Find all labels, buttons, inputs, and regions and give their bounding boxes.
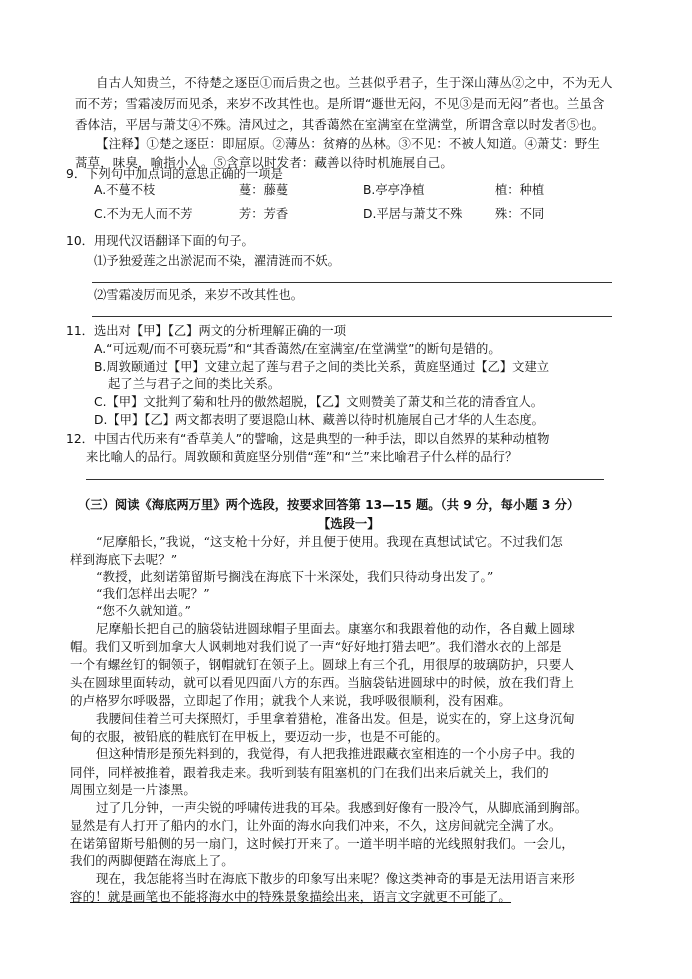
- q11-option-b: B.周敦颐通过【甲】文建立起了莲与君子之间的类比关系，黄庭坚通过【乙】文建立: [94, 360, 550, 374]
- answer-line[interactable]: [92, 316, 612, 317]
- passage-line: 自古人知贵兰，不待楚之逐臣①而后贵之也。兰甚似乎君子，生于深山薄丛②之中，不为无人: [96, 75, 613, 90]
- q11-option-a: A.“可远观/而不可亵玩焉”和“其香蔼然/在室满室/在堂满堂”的断句是错的。: [94, 342, 501, 356]
- q9-option-b-gloss: 植：种植: [495, 183, 545, 197]
- excerpt-line: 头在圆球里面转动，就可以看见四面八方的东西。当脑袋钻进圆球中的时候，放在我们背上: [70, 675, 575, 690]
- excerpt-line: 在诺第留斯号船侧的另一扇门，这时候打开来了。一道半明半暗的光线照射我们。一会儿，: [70, 836, 575, 851]
- question-12-stem-cont: 来比喻人的品行。周敦颐和黄庭坚分别借“莲”和“兰”来比喻君子什么样的品行？: [86, 450, 518, 464]
- excerpt-line: 过了几分钟，一声尖锐的呼啸传进我的耳朵。我感到好像有一股冷气，从脚底涌到胸部。: [96, 800, 588, 815]
- excerpt-line: “教授，此刻诺第留斯号搁浅在海底下十米深处，我们只待动身出发了。”: [96, 569, 494, 584]
- question-9-stem: 9．下列句中加点词的意思正确的一项是: [66, 167, 283, 181]
- q9-option-a: A.不蔓不枝: [94, 183, 156, 197]
- excerpt-line: 样到海底下去呢？”: [70, 552, 178, 567]
- excerpt-line: 甸的衣服，被铅底的鞋底钉在甲板上，要迈动一步，也是不可能的。: [70, 729, 449, 744]
- question-11-stem: 11．选出对【甲】【乙】两文的分析理解正确的一项: [66, 324, 347, 338]
- excerpt-line: “我们怎样出去呢？”: [96, 586, 210, 601]
- excerpt-line: 但这种情形是预先料到的，我觉得，有人把我推进跟藏衣室相连的一个小房子中。我的: [96, 746, 575, 761]
- excerpt-line-underlined: 容的！就是画笔也不能将海水中的特殊景象描绘出来，语言文字就更不可能了。: [70, 889, 512, 904]
- q10-sentence-2: ⑵雪霜凌厉而见杀，来岁不改其性也。: [94, 288, 304, 302]
- passage-line: 香体洁，平居与萧艾④不殊。清风过之，其香蔼然在室满室在堂满堂，所谓含章以时发者⑤也。: [75, 117, 605, 132]
- q11-option-d: D.【甲】【乙】两文都表明了要退隐山林、藏善以待时机施展自己才华的人生态度。: [94, 413, 544, 427]
- answer-line[interactable]: [86, 479, 604, 480]
- excerpt-line: “尼摩船长，”我说，“这支枪十分好，并且便于使用。我现在真想试试它。不过我们怎: [96, 534, 563, 549]
- excerpt-line: 我腰间佳着兰可夫探照灯，手里拿着猎枪，准备出发。但是，说实在的，穿上这身沉甸: [96, 711, 575, 726]
- passage-note: 蒿草，味臭，喻指小人。⑤含章以时发者：藏善以待时机施展自己。: [75, 155, 454, 170]
- q9-option-c: C.不为无人而不芳: [94, 207, 193, 221]
- question-10-stem: 10．用现代汉语翻译下面的句子。: [66, 234, 254, 248]
- excerpt-line: 的卢格罗尔呼吸器，立即起了作用；就我个人来说，我呼吸很顺利，没有困难。: [70, 693, 512, 708]
- excerpt-title: 【选段一】: [318, 517, 380, 531]
- section-3-heading: （三）阅读《海底两万里》两个选段，按要求回答第 13—15 题。（共 9 分，每小题 3 分）: [78, 498, 580, 512]
- excerpt-line: 同伴，同样被推着，跟着我走来。我听到装有阻塞机的门在我们出来后就关上，我们的: [70, 765, 549, 780]
- excerpt-line: 周围立刻是一片漆黑。: [70, 782, 197, 797]
- passage-note: 【注释】①楚之逐臣：即屈原。②薄丛：贫瘠的丛林。③不见：不被人知道。④萧艾：野生: [96, 136, 601, 151]
- question-12-stem: 12．中国古代历来有“香草美人”的譬喻，这是典型的一种手法，即以自然界的某种动植物: [66, 432, 550, 446]
- answer-line[interactable]: [92, 282, 612, 283]
- q11-option-c: C.【甲】文批判了菊和牡丹的傲然超脱，【乙】文则赞美了萧艾和兰花的清香宜人。: [94, 395, 544, 409]
- q9-option-d-gloss: 殊：不同: [495, 207, 545, 221]
- excerpt-line: 尼摩船长把自己的脑袋钻进圆球帽子里面去。康塞尔和我跟着他的动作，各自戴上圆球: [96, 621, 575, 636]
- excerpt-line: 帽。我们又听到加拿大人讽刺地对我们说了一声“好好地打猎去吧”。我们潜水衣的上部是: [70, 639, 562, 654]
- q9-option-c-gloss: 芳：芳香: [239, 207, 289, 221]
- q9-option-b: B.亭亭净植: [363, 183, 425, 197]
- excerpt-line: 现在，我怎能将当时在海底下散步的印象写出来呢？像这类神奇的事是无法用语言来形: [96, 871, 575, 886]
- q9-option-d: D.平居与萧艾不殊: [363, 207, 463, 221]
- q9-option-a-gloss: 蔓：藤蔓: [239, 183, 289, 197]
- q10-sentence-1: ⑴予独爱莲之出淤泥而不染，濯清涟而不妖。: [94, 254, 340, 268]
- passage-line: 而不芳；雪霜凌厉而见杀，来岁不改其性也。是所谓“遯世无闷，不见③是而无闷”者也。兰虽含: [75, 96, 605, 111]
- excerpt-line: “您不久就知道。”: [96, 603, 191, 618]
- q11-option-b-cont: 起了兰与君子之间的类比关系。: [108, 377, 281, 391]
- excerpt-line: 显然是有人打开了船内的水门，让外面的海水向我们冲来，不久，这房间就完全满了水。: [70, 818, 562, 833]
- excerpt-line: 我们的两脚便踏在海底上了。: [70, 853, 234, 868]
- excerpt-line: 一个有螺丝钉的铜领子，钢帽就钉在领子上。圆球上有三个孔，用很厚的玻璃防护，只要人: [70, 657, 575, 672]
